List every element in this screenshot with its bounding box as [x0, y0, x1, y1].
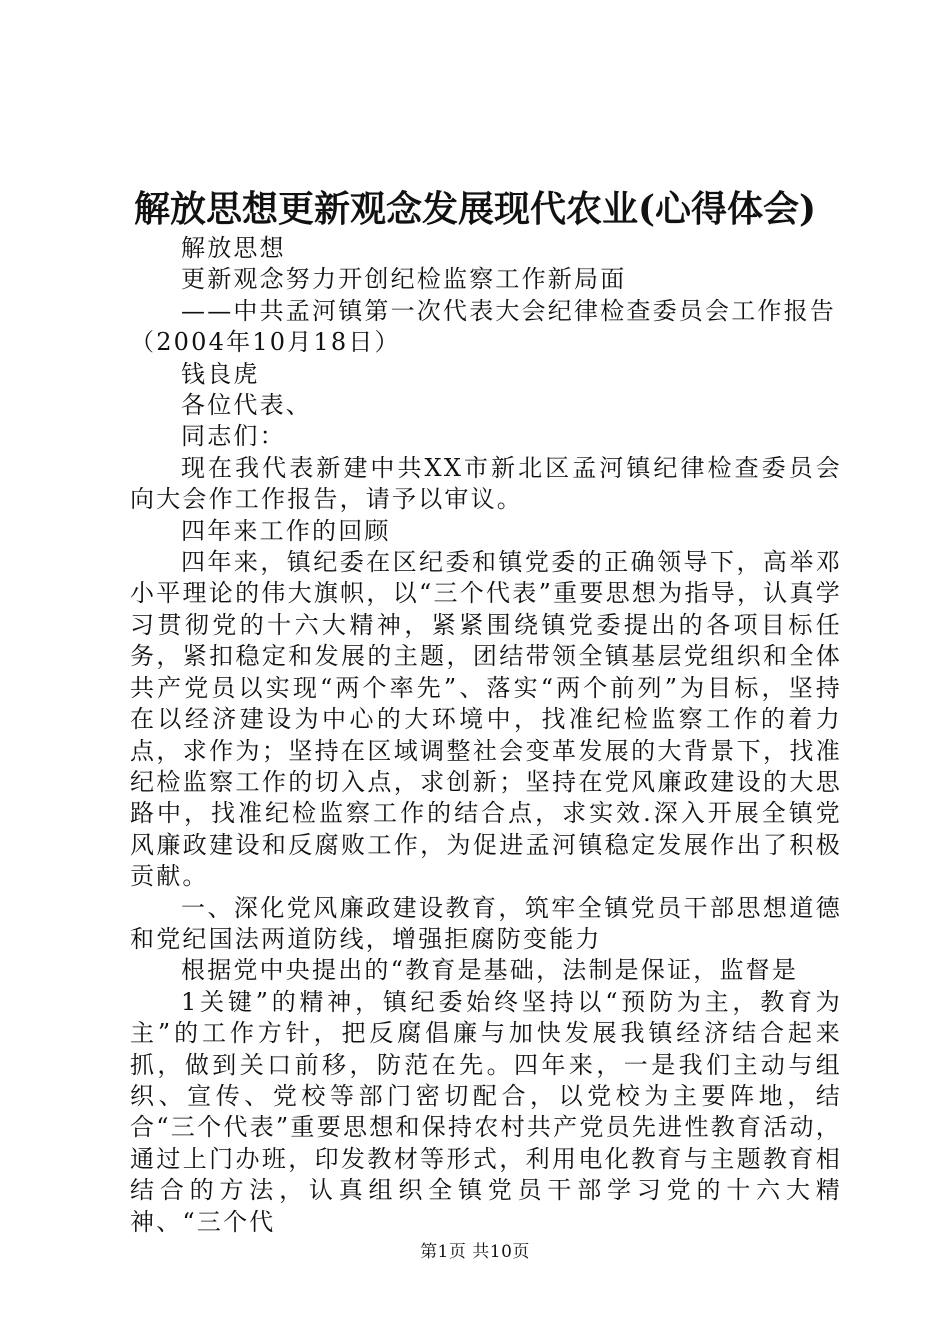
- page-footer: 第1页 共10页: [420, 1242, 530, 1262]
- author-name: 钱良虎: [181, 359, 260, 388]
- subtitle-line-1: 解放思想: [181, 234, 286, 262]
- document-title: 解放思想更新观念发展现代农业(心得体会): [133, 188, 817, 230]
- salutation-line-2: 同志们：: [181, 422, 286, 451]
- section-heading: 四年来工作的回顾: [181, 516, 391, 545]
- body-paragraph: 四年来，镇纪委在区纪委和镇党委的正确领导下，高举邓小平理论的伟大旗帜，以“三个代表”重要思想为指导，认真学习贯彻党的十六大精神，紧紧围绕镇党委提出的各项目标任务，紧扣稳定和发展的主题，团结带领全镇基层党组织和全体共产党员以实现“两个率先”、落实“两个前列”为目标，坚持在以经济建设为中心的大环境中，找准纪检监察工作的着力点，求作为；坚持在区域调整社会变革发展的大背景下，找准纪检监察工作的切入点，求创新；坚持在党风廉政建设的大思路中，找准纪检监察工作的结合点，求实效.深入开展全镇党风廉政建设和反腐败工作，为促进孟河镇稳定发展作出了积极贡献。: [130, 548, 842, 891]
- subtitle-line-2: 更新观念努力开创纪检监察工作新局面: [181, 265, 627, 294]
- body-paragraph: 1关键”的精神，镇纪委始终坚持以“预防为主，教育为主”的工作方针，把反腐倡廉与加快发展我镇经济结合起来抓，做到关口前移，防范在先。四年来，一是我们主动与组织、宣传、党校等部门密切配合，以党校为主要阵地，结合“三个代表”重要思想和保持农村共产党员先进性教育活动，通过上门办班，印发教材等形式，利用电化教育与主题教育相结合的方法，认真组织全镇党员干部学习党的十六大精神、“三个代: [130, 987, 842, 1236]
- report-date: （2004年10月18日）: [130, 328, 401, 357]
- document-body: [130, 233, 842, 1238]
- salutation-line-1: 各位代表、: [181, 391, 312, 420]
- body-paragraph: 现在我代表新建中共XX市新北区孟河镇纪律检查委员会向大会作工作报告，请予以审议。: [130, 453, 842, 514]
- subtitle-line-3: ——中共孟河镇第一次代表大会纪律检查委员会工作报告: [181, 296, 836, 325]
- body-paragraph: 根据党中央提出的“教育是基础，法制是保证，监督是: [181, 956, 799, 985]
- section-heading-1: 一、深化党风廉政建设教育，筑牢全镇党员干部思想道德和党纪国法两道防线，增强拒腐防变能力: [130, 893, 842, 953]
